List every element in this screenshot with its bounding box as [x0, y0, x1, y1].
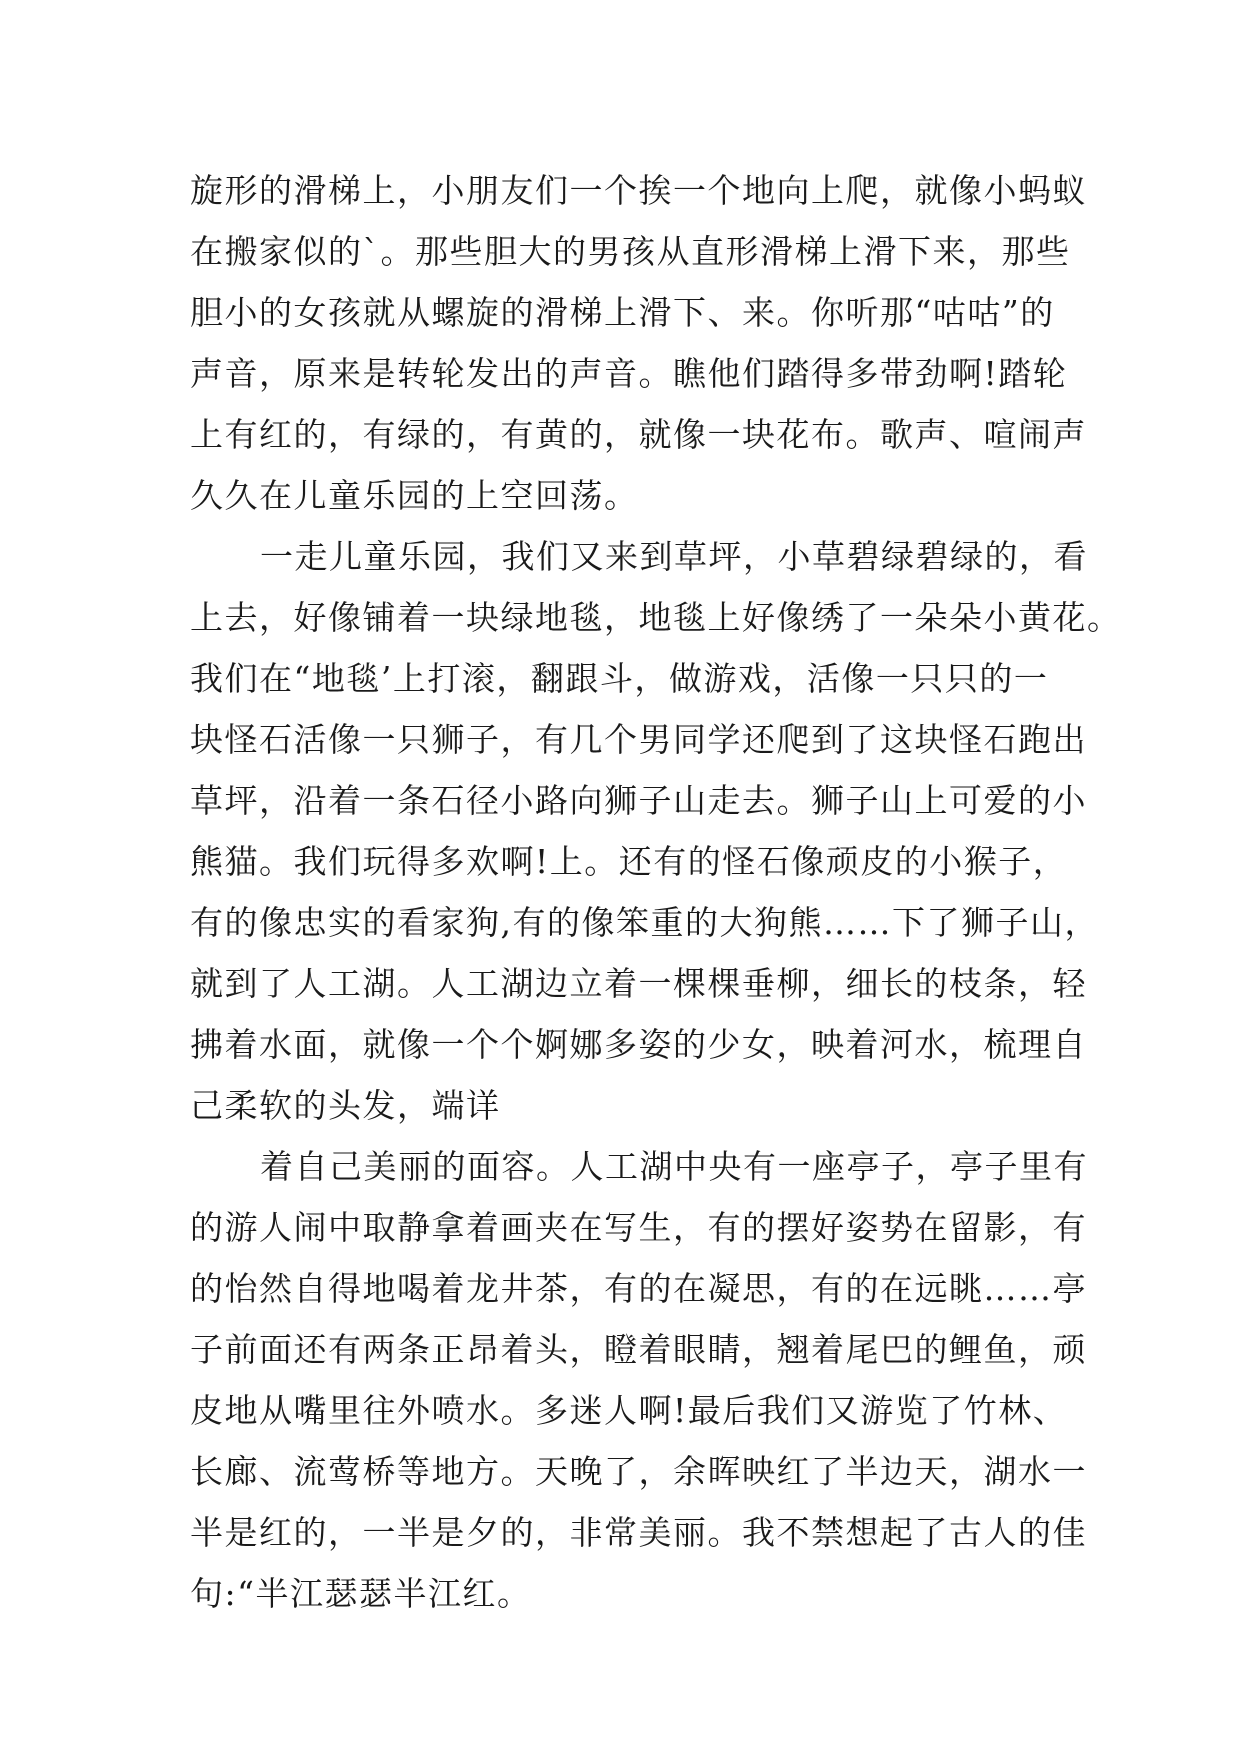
text-line: 有的像忠实的看家狗,有的像笨重的大狗熊……下了狮子山，	[190, 903, 1099, 942]
text-line: 块怪石活像一只狮子，有几个男同学还爬到了这块怪石跑出	[190, 720, 1087, 759]
text-line: 半是红的，一半是夕的，非常美丽。我不禁想起了古人的佳	[190, 1513, 1087, 1552]
text-line: 就到了人工湖。人工湖边立着一棵棵垂柳，细长的枝条，轻	[190, 964, 1087, 1003]
paragraph-start-line: 一走儿童乐园，我们又来到草坪，小草碧绿碧绿的，看	[260, 537, 1088, 576]
text-line: 皮地从嘴里往外喷水。多迷人啊!最后我们又游览了竹林、	[190, 1391, 1068, 1430]
text-line: 的怡然自得地喝着龙井茶，有的在凝思，有的在远眺……亭	[190, 1269, 1087, 1308]
text-line: 句:“半江瑟瑟半江红。	[190, 1574, 532, 1613]
text-line: 胆小的女孩就从螺旋的滑梯上滑下、来。你听那“咕咕”的	[190, 293, 1055, 332]
text-line: 熊猫。我们玩得多欢啊!上。还有的怪石像顽皮的小猴子，	[190, 842, 1068, 881]
text-line: 长廊、流莺桥等地方。天晚了，余晖映红了半边天，湖水一	[190, 1452, 1087, 1491]
body-text	[190, 160, 1122, 1624]
text-line: 拂着水面，就像一个个婀娜多姿的少女，映着河水，梳理自	[190, 1025, 1087, 1064]
text-line: 上去，好像铺着一块绿地毯，地毯上好像绣了一朵朵小黄花。	[190, 598, 1122, 637]
paragraph-start-line: 着自己美丽的面容。人工湖中央有一座亭子，亭子里有	[260, 1147, 1088, 1186]
text-line: 己柔软的头发，端详	[190, 1086, 501, 1125]
text-line: 声音，原来是转轮发出的声音。瞧他们踏得多带劲啊!踏轮	[190, 354, 1068, 393]
text-line: 久久在儿童乐园的上空回荡。	[190, 476, 639, 515]
text-line: 在搬家似的`。那些胆大的男孩从直形滑梯上滑下来，那些	[190, 232, 1071, 271]
text-line: 上有红的，有绿的，有黄的，就像一块花布。歌声、喧闹声	[190, 415, 1087, 454]
text-line: 子前面还有两条正昂着头，瞪着眼睛，翘着尾巴的鲤鱼，顽	[190, 1330, 1087, 1369]
text-line: 旋形的滑梯上，小朋友们一个挨一个地向上爬，就像小蚂蚁	[190, 171, 1087, 210]
text-line: 的游人闹中取静拿着画夹在写生，有的摆好姿势在留影，有	[190, 1208, 1087, 1247]
text-line: 草坪，沿着一条石径小路向狮子山走去。狮子山上可爱的小	[190, 781, 1087, 820]
text-line: 我们在“地毯’上打滚，翻跟斗，做游戏，活像一只只的一	[190, 659, 1049, 698]
